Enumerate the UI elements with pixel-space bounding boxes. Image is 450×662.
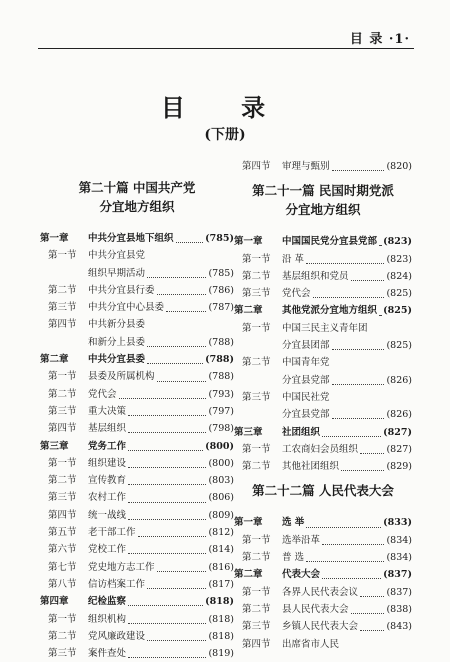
entry-title: 县人民代表大会 (282, 603, 349, 615)
toc-section-entry[interactable] (40, 368, 234, 385)
entry-page-number: (803) (208, 475, 234, 487)
entry-title: 中国三民主义青年团 (282, 322, 368, 334)
entry-title: 中国青年党 (282, 357, 330, 369)
entry-page-number: (825) (386, 288, 412, 300)
entry-number: 第一节 (48, 457, 77, 469)
leader-dots (332, 162, 385, 171)
entry-page-number: (818) (208, 613, 234, 625)
leader-dots (157, 373, 207, 382)
part-heading-line: 第二十一篇 民国时期党派 (252, 183, 394, 199)
entry-number: 第二节 (242, 603, 271, 615)
leader-dots (306, 255, 384, 264)
entry-page-number: (833) (383, 517, 412, 529)
toc-section-entry[interactable] (234, 601, 412, 618)
toc-right-column (234, 158, 412, 653)
entry-title: 中国民社党 (282, 391, 330, 403)
entry-page-number: (823) (386, 253, 412, 265)
entry-page-number: (818) (208, 630, 234, 642)
leader-dots (351, 272, 385, 281)
entry-page-number: (800) (208, 457, 234, 469)
entry-page-number: (785) (208, 267, 234, 279)
entry-page-number: (816) (208, 561, 234, 573)
entry-title: 工农商妇会员组织 (282, 443, 359, 455)
entry-number: 第四节 (242, 161, 271, 172)
leader-dots (176, 234, 204, 243)
entry-number: 第一节 (242, 253, 271, 265)
entry-number: 第三章 (234, 426, 263, 438)
entry-number: 第四节 (48, 509, 77, 521)
entry-number: 第二节 (48, 388, 77, 400)
entry-number: 第二节 (242, 357, 271, 369)
entry-page-number: (800) (205, 440, 234, 452)
entry-title: 社团组织 (282, 426, 321, 438)
toc-section-entry[interactable] (40, 489, 234, 506)
toc-section-entry[interactable] (234, 389, 412, 406)
toc-chapter-entry[interactable] (40, 438, 234, 455)
toc-section-entry[interactable] (234, 618, 412, 635)
toc-section-entry[interactable] (234, 320, 412, 337)
toc-section-entry[interactable] (234, 636, 412, 653)
toc-section-entry[interactable] (40, 299, 234, 316)
entry-page-number: (798) (208, 423, 234, 435)
toc-section-entry[interactable] (40, 541, 234, 558)
leader-dots (128, 442, 203, 451)
entry-number: 第二节 (48, 475, 77, 487)
part-heading-line: 第二十篇 中国共产党 (78, 180, 196, 195)
entry-page-number: (826) (386, 409, 412, 421)
page-title: 目 录 (160, 93, 290, 122)
entry-title: 县委及所属机构 (88, 371, 155, 383)
toc-section-entry[interactable] (234, 549, 412, 566)
entry-title: 党校工作 (88, 544, 127, 556)
entry-number: 第二节 (48, 284, 77, 296)
entry-number: 第一章 (234, 236, 263, 248)
toc-section-entry[interactable] (234, 441, 412, 458)
toc-section-entry[interactable] (40, 334, 234, 351)
leader-dots (147, 269, 206, 278)
entry-title: 出席省市人民 (282, 638, 340, 650)
leader-dots (306, 519, 381, 528)
entry-number: 第三节 (242, 288, 271, 300)
entry-page-number: (826) (386, 374, 412, 386)
toc-chapter-entry[interactable] (234, 424, 412, 441)
toc-section-entry[interactable] (40, 455, 234, 472)
leader-dots (128, 597, 203, 606)
leader-dots (360, 588, 384, 597)
entry-page-number: (817) (208, 578, 234, 590)
toc-section-entry[interactable] (40, 420, 234, 437)
entry-number: 第四章 (40, 596, 69, 608)
entry-number: 第二节 (242, 461, 271, 473)
entry-number: 第三节 (48, 405, 77, 417)
toc-section-entry[interactable] (40, 611, 234, 628)
entry-title: 选 举 (282, 517, 305, 529)
leader-dots (128, 494, 206, 503)
toc-section-entry[interactable] (234, 268, 412, 285)
entry-title: 其他党派分宜地方组织 (282, 305, 378, 317)
toc-section-entry[interactable] (234, 251, 412, 268)
toc-section-entry[interactable] (234, 458, 412, 475)
entry-title: 沿 革 (282, 253, 305, 265)
entry-title: 案件查处 (88, 648, 127, 660)
toc-section-entry[interactable] (40, 576, 234, 593)
part-heading (40, 178, 234, 216)
entry-number: 第一章 (234, 517, 263, 529)
toc-section-entry[interactable] (40, 507, 234, 524)
entry-page-number: (793) (208, 388, 234, 400)
entry-page-number: (837) (383, 569, 412, 581)
entry-number: 第八节 (48, 578, 77, 590)
entry-page-number: (843) (386, 621, 412, 633)
volume-subtitle: (下册) (204, 127, 246, 143)
entry-title: 分宜县党部 (282, 409, 330, 421)
toc-section-entry[interactable] (40, 316, 234, 333)
entry-title: 组织建设 (88, 457, 127, 469)
toc-left-column (40, 158, 234, 662)
toc-section-entry[interactable] (40, 524, 234, 541)
entry-number: 第七节 (48, 561, 77, 573)
toc-section-entry[interactable] (40, 282, 234, 299)
part-heading-line: 分宜地方组织 (99, 199, 175, 214)
entry-number: 第一节 (48, 250, 77, 262)
entry-page-number: (829) (386, 461, 412, 473)
entry-number: 第三节 (242, 391, 271, 403)
leader-dots (147, 355, 203, 364)
entry-title: 基层组织 (88, 423, 127, 435)
toc-chapter-entry[interactable] (234, 302, 412, 319)
entry-page-number: (786) (208, 284, 234, 296)
entry-page-number: (837) (386, 586, 412, 598)
entry-number: 第一节 (242, 586, 271, 598)
entry-title: 中共分宜县地下组织 (88, 233, 174, 244)
entry-title: 各界人民代表会议 (282, 586, 359, 598)
leader-dots (166, 303, 206, 312)
entry-number: 第四节 (48, 319, 77, 331)
entry-page-number: (814) (208, 544, 234, 556)
entry-page-number: (788) (208, 336, 234, 348)
leader-dots (128, 476, 206, 485)
entry-title: 分宜县团部 (282, 340, 330, 352)
entry-title: 其他社团组织 (282, 461, 340, 473)
toc-section-entry[interactable] (40, 645, 234, 662)
entry-title: 信访档案工作 (88, 578, 146, 590)
leader-dots (313, 289, 385, 298)
part-heading-line: 分宜地方组织 (285, 202, 361, 218)
entry-title: 中共分宜县党 (88, 250, 146, 262)
leader-dots (332, 341, 385, 350)
entry-title: 组织机构 (88, 613, 127, 625)
entry-number: 第三节 (48, 302, 77, 314)
entry-title: 中共新分县委 (88, 319, 146, 331)
leader-dots (306, 553, 384, 562)
running-head: 目 录 ·1· (349, 32, 410, 47)
entry-title: 党史地方志工作 (88, 561, 155, 573)
entry-title: 党务工作 (88, 440, 127, 452)
toc-chapter-entry[interactable] (40, 593, 234, 610)
leader-dots (157, 563, 207, 572)
entry-number: 第一节 (242, 443, 271, 455)
entry-number: 第二章 (40, 354, 69, 366)
header-rule (38, 48, 414, 49)
entry-number: 第二节 (48, 630, 77, 642)
leader-dots (128, 459, 206, 468)
entry-number: 第四节 (48, 423, 77, 435)
entry-title: 重大决策 (88, 405, 127, 417)
leader-dots (147, 338, 206, 347)
entry-page-number: (812) (208, 527, 234, 539)
leader-dots (128, 407, 206, 416)
toc-chapter-entry[interactable] (40, 230, 234, 247)
entry-title: 中共分宜县委 (88, 354, 146, 366)
toc-section-entry[interactable] (40, 403, 234, 420)
part-heading (234, 481, 412, 500)
part-heading (234, 181, 412, 219)
entry-page-number: (834) (386, 552, 412, 564)
toc-section-entry[interactable] (40, 559, 234, 576)
leader-dots (138, 528, 207, 537)
entry-title: 老干部工作 (88, 527, 136, 539)
leader-dots (147, 632, 206, 641)
entry-page-number: (806) (208, 492, 234, 504)
entry-title: 宣传教育 (88, 475, 127, 487)
entry-page-number: (827) (383, 426, 412, 438)
entry-page-number: (818) (205, 596, 234, 608)
toc-section-entry[interactable] (234, 158, 412, 175)
toc-section-entry[interactable] (40, 265, 234, 282)
entry-number: 第六节 (48, 544, 77, 556)
toc-chapter-entry[interactable] (234, 233, 412, 250)
entry-page-number: (809) (208, 509, 234, 521)
entry-number: 第一节 (242, 534, 271, 546)
leader-dots (332, 376, 385, 385)
leader-dots (360, 445, 384, 454)
entry-number: 第二节 (242, 552, 271, 564)
entry-page-number: (787) (208, 302, 234, 314)
entry-number: 第一节 (48, 371, 77, 383)
entry-page-number: (819) (208, 648, 234, 660)
leader-dots (360, 622, 384, 631)
entry-title: 农村工作 (88, 492, 127, 504)
toc-section-entry[interactable] (234, 337, 412, 354)
leader-dots (322, 536, 384, 545)
entry-number: 第二章 (234, 569, 263, 581)
leader-dots (128, 424, 206, 433)
leader-dots (119, 390, 207, 399)
entry-title: 纪检监察 (88, 596, 127, 608)
entry-title: 普 选 (282, 552, 305, 564)
toc-section-entry[interactable] (40, 628, 234, 645)
toc-section-entry[interactable] (234, 285, 412, 302)
entry-number: 第三节 (48, 648, 77, 660)
entry-title: 分宜县党部 (282, 374, 330, 386)
entry-title: 和新分上县委 (88, 336, 146, 348)
entry-number: 第一章 (40, 233, 69, 244)
entry-page-number: (797) (208, 405, 234, 417)
entry-title: 党代会 (282, 288, 311, 300)
toc-section-entry[interactable] (40, 247, 234, 264)
entry-number: 第二章 (234, 305, 263, 317)
entry-page-number: (825) (386, 340, 412, 352)
entry-title: 基层组织和党员 (282, 270, 349, 282)
toc-chapter-entry[interactable] (234, 514, 412, 531)
leader-dots (128, 511, 206, 520)
entry-page-number: (785) (205, 233, 234, 244)
entry-title: 党风廉政建设 (88, 630, 146, 642)
entry-number: 第一节 (242, 322, 271, 334)
entry-page-number: (820) (386, 161, 412, 172)
leader-dots (351, 605, 385, 614)
entry-page-number: (824) (386, 270, 412, 282)
toc-section-entry[interactable] (234, 584, 412, 601)
leader-dots (147, 580, 206, 589)
entry-page-number: (788) (205, 354, 234, 366)
entry-number: 第四节 (242, 638, 271, 650)
leader-dots (379, 237, 381, 246)
toc-chapter-entry[interactable] (40, 351, 234, 368)
toc-section-entry[interactable] (40, 472, 234, 489)
leader-dots (157, 286, 207, 295)
part-heading-line: 第二十二篇 人民代表大会 (252, 483, 394, 499)
entry-title: 选举沿革 (282, 534, 321, 546)
entry-title: 代表大会 (282, 569, 321, 581)
entry-page-number: (838) (386, 603, 412, 615)
entry-page-number: (788) (208, 371, 234, 383)
entry-title: 中共分宜县行委 (88, 284, 155, 296)
entry-number: 第三章 (40, 440, 69, 452)
toc-section-entry[interactable] (234, 532, 412, 549)
toc-section-entry[interactable] (234, 406, 412, 423)
toc-section-entry[interactable] (40, 386, 234, 403)
entry-title: 统一战线 (88, 509, 127, 521)
entry-title: 乡镇人民代表大会 (282, 621, 359, 633)
leader-dots (128, 615, 206, 624)
toc-section-entry[interactable] (234, 372, 412, 389)
entry-page-number: (827) (386, 443, 412, 455)
entry-page-number: (834) (386, 534, 412, 546)
leader-dots (322, 428, 381, 437)
entry-page-number: (823) (383, 236, 412, 248)
leader-dots (332, 410, 385, 419)
entry-page-number: (825) (383, 305, 412, 317)
entry-number: 第二节 (242, 270, 271, 282)
entry-number: 第五节 (48, 527, 77, 539)
toc-chapter-entry[interactable] (234, 566, 412, 583)
entry-title: 中国国民党分宜县党部 (282, 236, 378, 248)
entry-number: 第三节 (242, 621, 271, 633)
entry-number: 第三节 (48, 492, 77, 504)
leader-dots (322, 570, 381, 579)
entry-title: 审理与甄别 (282, 161, 330, 172)
entry-title: 党代会 (88, 388, 117, 400)
leader-dots (128, 545, 206, 554)
entry-title: 中共分宜中心县委 (88, 302, 165, 314)
entry-title: 组织早期活动 (88, 267, 146, 279)
toc-section-entry[interactable] (234, 354, 412, 371)
entry-number: 第一节 (48, 613, 77, 625)
leader-dots (379, 307, 381, 316)
leader-dots (341, 462, 384, 471)
